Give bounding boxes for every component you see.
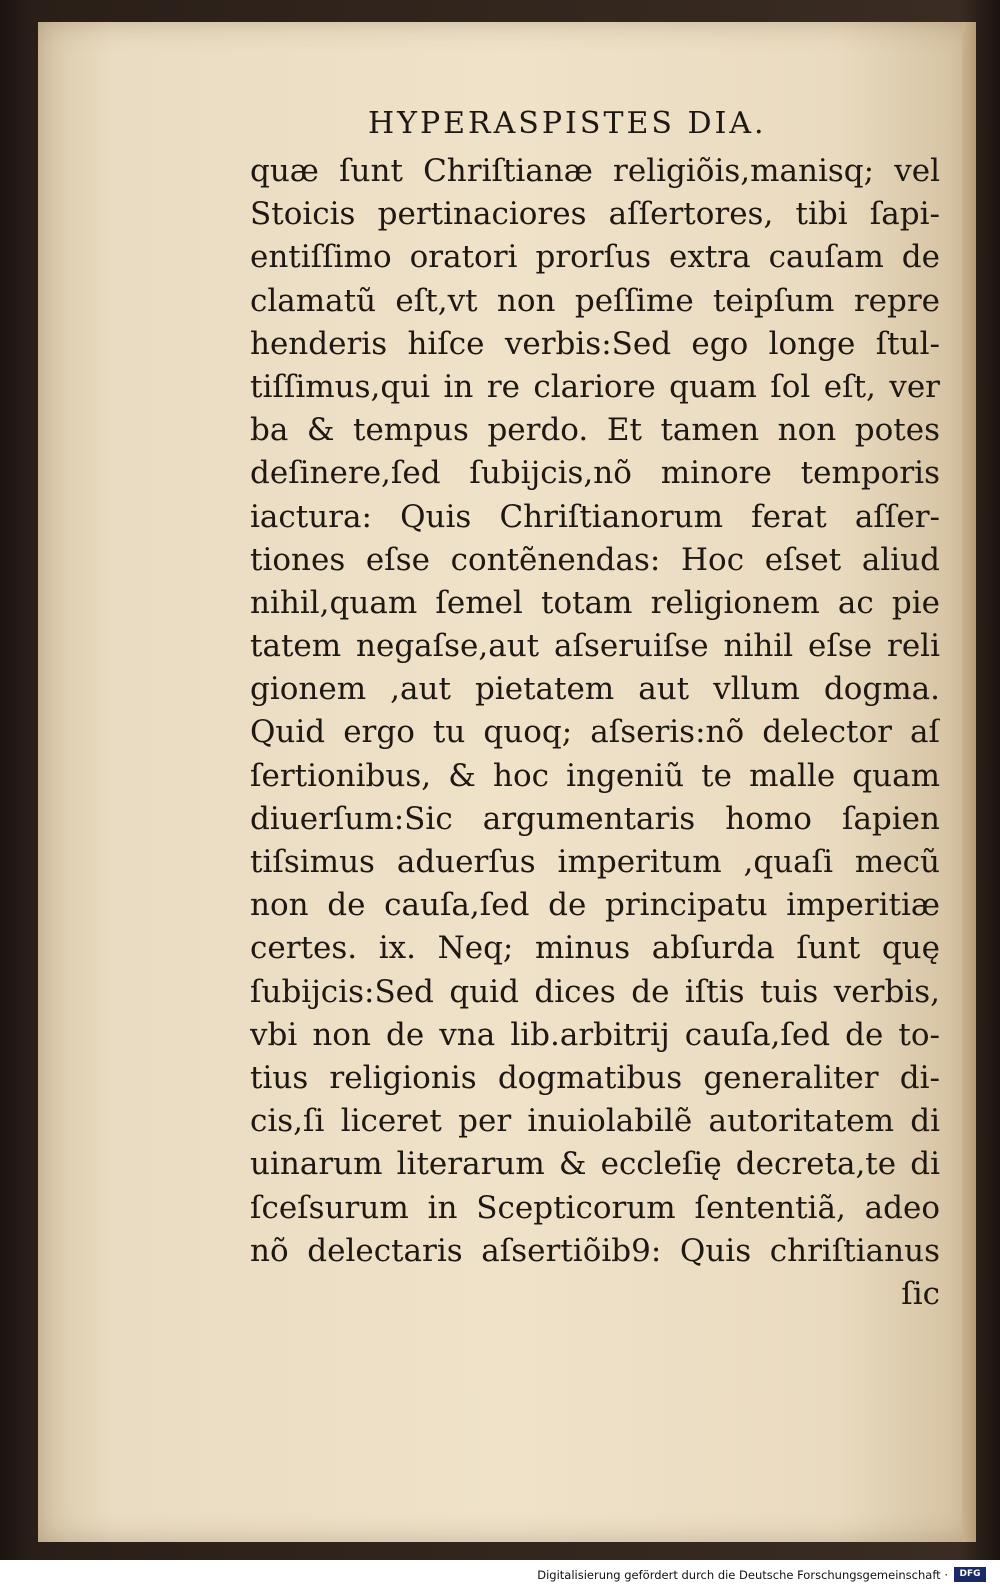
dfg-logo: DFG xyxy=(954,1567,986,1582)
text-line: ſertionibus, & hoc ingeniũ te malle quam xyxy=(250,757,940,794)
text-line: ſceſsurum in Scepticorum ſententiã, adeo xyxy=(250,1189,940,1226)
footer-bar xyxy=(0,1560,1000,1590)
text-line: uinarum literarum & eccleſię decreta,te di xyxy=(250,1146,940,1183)
text-line: tatem negaſse,aut aſseruiſse nihil eſse reli xyxy=(250,628,940,665)
page-edge xyxy=(962,22,976,1542)
text-line: Quid ergo tu quoq; aſseris:nõ delector aſ xyxy=(250,714,940,751)
text-line: tiones eſse contẽnendas: Hoc eſset aliud xyxy=(250,541,940,578)
catchword: ſic xyxy=(901,1275,940,1312)
text-line: tius religionis dogmatibus generaliter di- xyxy=(250,1059,940,1096)
text-line: diuerſum:Sic argumentaris homo ſapien xyxy=(250,800,940,837)
funding-notice: Digitalisierung gefördert durch die Deutsche Forschungsgemeinschaft · xyxy=(537,1568,948,1582)
text-line: vbi non de vna lib.arbitrij cauſa,ſed de to- xyxy=(250,1016,940,1053)
text-line: non de cauſa,ſed de principatu imperitiæ xyxy=(250,887,940,924)
text-line: cis,ſi liceret per inuiolabilẽ autoritatem di xyxy=(250,1103,940,1140)
text-line: certes. ix. Neq; minus abſurda ſunt quę xyxy=(250,930,940,967)
text-line: deſinere,ſed ſubijcis,nõ minore temporis xyxy=(250,455,940,492)
running-head: HYPERASPISTES DIA. xyxy=(368,106,767,141)
text-line: clamatũ eſt,vt non peſſime teipſum repre xyxy=(250,282,940,319)
text-line: iactura: Quis Chriſtianorum ferat aſſer- xyxy=(250,498,940,535)
text-line: Stoicis pertinaciores aſſertores, tibi ſapi- xyxy=(250,196,940,233)
text-line: ſubijcis:Sed quid dices de iſtis tuis verbis, xyxy=(250,973,940,1010)
text-line: nihil,quam ſemel totam religionem ac pie xyxy=(250,584,940,621)
text-line: ba & tempus perdo. Et tamen non potes xyxy=(250,412,940,449)
text-line: gionem ,aut pietatem aut vllum dogma. xyxy=(250,671,940,708)
text-line: entiſſimo oratori prorſus extra cauſam de xyxy=(250,239,940,276)
text-block xyxy=(250,150,940,1316)
text-line: henderis hiſce verbis:Sed ego longe ſtul- xyxy=(250,325,940,362)
text-line: quæ ſunt Chriſtianæ religiõis,manisq; vel xyxy=(250,153,940,189)
book-page xyxy=(38,22,976,1542)
text-line: nõ delectaris aſsertiõib9: Quis chriſtianus xyxy=(250,1232,940,1269)
text-line: tiſſimus,qui in re clariore quam ſol eſt, ver xyxy=(250,368,940,405)
text-line: tiſsimus aduerſus imperitum ,quaſi mecũ xyxy=(250,844,940,880)
